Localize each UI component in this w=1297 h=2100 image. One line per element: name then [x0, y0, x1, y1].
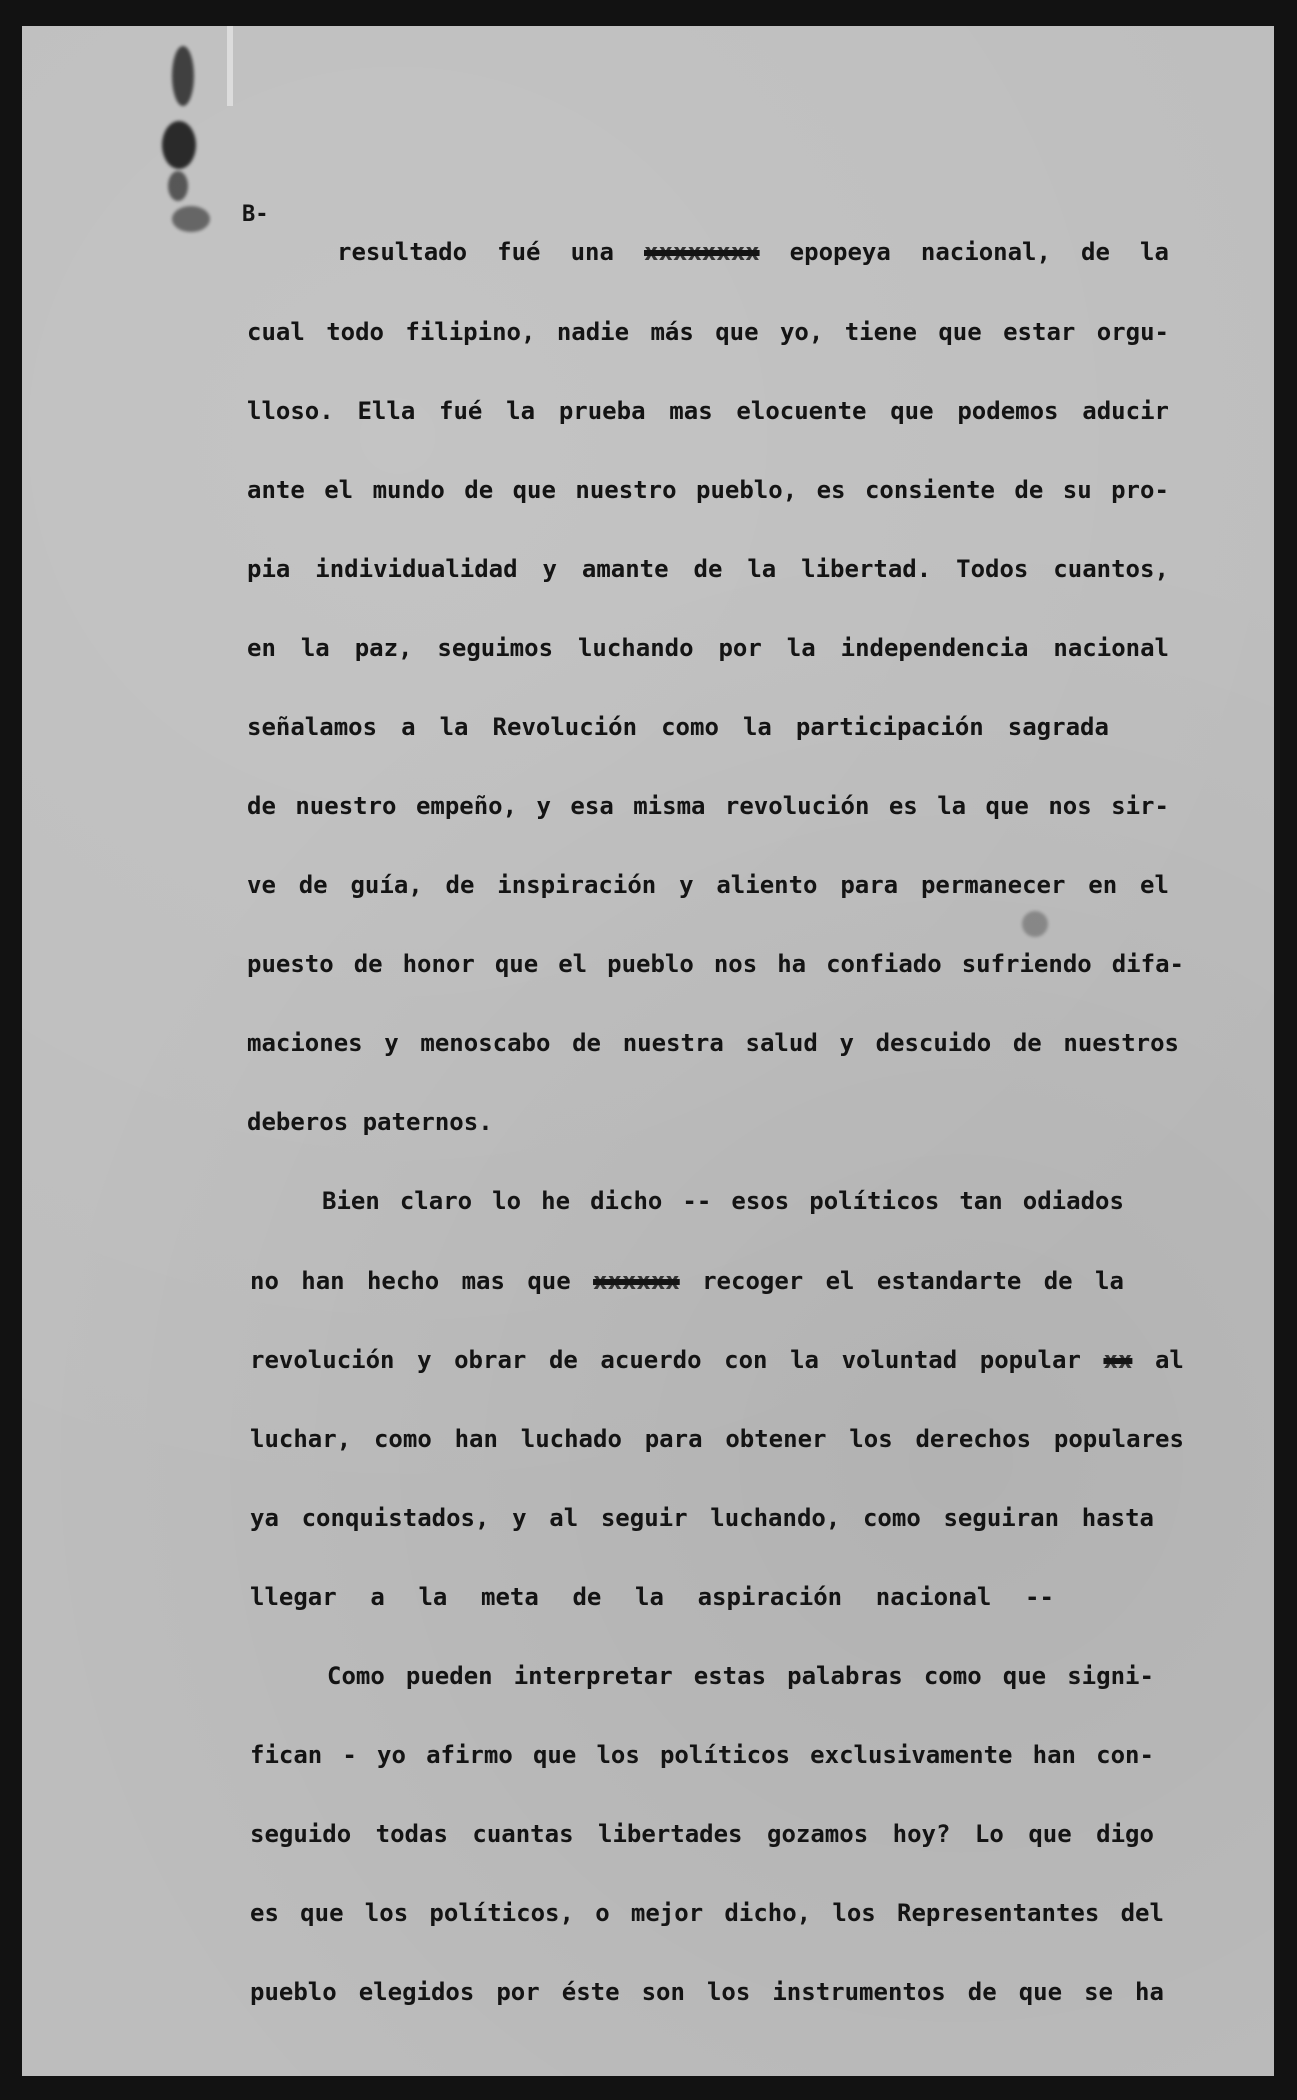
word: que: [1002, 1662, 1047, 1690]
word: nacional: [875, 1583, 992, 1611]
word: los: [849, 1425, 893, 1453]
word: de: [1012, 1029, 1042, 1057]
word: cuantas: [472, 1820, 574, 1848]
word: y: [417, 1346, 432, 1374]
struck-out-word: xxxxxxxx: [644, 238, 760, 266]
word: es: [250, 1899, 279, 1927]
line-content: [247, 871, 1169, 899]
word: digo: [1096, 1820, 1154, 1848]
word: libertades: [598, 1820, 743, 1848]
word: como: [373, 1425, 432, 1453]
word: sagrada: [1007, 713, 1109, 741]
word: o: [595, 1899, 610, 1927]
word: conquistados,: [301, 1504, 490, 1532]
word: luchando,: [710, 1504, 841, 1532]
word: que: [512, 476, 556, 504]
word: Revolución: [492, 713, 638, 741]
word: que: [300, 1899, 344, 1927]
word: de: [1014, 476, 1044, 504]
word: hoy?: [892, 1820, 951, 1848]
word: afirmo: [426, 1741, 513, 1769]
word: libertad.: [801, 555, 932, 583]
word: inspiración: [497, 871, 657, 899]
line-content: [247, 634, 1169, 662]
word: de: [572, 1583, 602, 1611]
word: orgu-: [1096, 318, 1169, 346]
word: yo: [377, 1741, 406, 1769]
word: y: [536, 792, 551, 820]
word: populares: [1053, 1425, 1184, 1453]
word: Ella: [357, 397, 416, 425]
word: a: [401, 713, 416, 741]
word: luchar,: [250, 1425, 352, 1453]
word: pueblo: [250, 1978, 337, 2006]
word: señalamos: [247, 713, 378, 741]
word: resultado: [337, 238, 468, 266]
word: de: [548, 1346, 578, 1374]
word: -: [342, 1741, 357, 1769]
line-content: [337, 238, 1169, 266]
word: tan: [959, 1187, 1003, 1215]
line-content: [250, 1346, 1184, 1374]
word: lloso.: [247, 397, 334, 425]
word: la: [418, 1583, 448, 1611]
word: obrar: [454, 1346, 527, 1374]
word: la: [300, 634, 330, 662]
typewritten-page: [22, 26, 1274, 2076]
word: cual: [247, 318, 305, 346]
word: el: [558, 950, 588, 978]
word: he: [541, 1187, 571, 1215]
word: independencia: [840, 634, 1029, 662]
torn-edge: [227, 26, 233, 106]
ink-stain: [172, 46, 194, 106]
smudge: [1022, 911, 1048, 937]
word: la: [439, 713, 469, 741]
word: el: [1140, 871, 1169, 899]
word: pro-: [1111, 476, 1169, 504]
word: es: [816, 476, 846, 504]
ink-stain: [162, 121, 196, 169]
word: Bien: [322, 1187, 380, 1215]
word: los: [364, 1899, 409, 1927]
word: nos: [1048, 792, 1092, 820]
word: éste: [561, 1978, 620, 2006]
line-content: [247, 555, 1169, 583]
word: mundo: [372, 476, 445, 504]
word: sir-: [1111, 792, 1169, 820]
line-content: [247, 476, 1169, 504]
word: cuantos,: [1053, 555, 1169, 583]
word: palabras: [787, 1662, 903, 1690]
word: una: [570, 238, 614, 266]
word: seguimos: [437, 634, 554, 662]
word: interpretar: [513, 1662, 673, 1690]
word: seguiran: [943, 1504, 1060, 1532]
word: honor: [402, 950, 475, 978]
word: recoger: [702, 1267, 804, 1295]
word: por: [718, 634, 762, 662]
word: guía,: [350, 871, 423, 899]
word: mas: [461, 1267, 505, 1295]
word: aspiración: [697, 1583, 843, 1611]
word: llegar: [250, 1583, 337, 1611]
word: que: [715, 318, 759, 346]
word: la: [1095, 1267, 1124, 1295]
line-content: [250, 1978, 1164, 2006]
word: revolución: [724, 792, 870, 820]
word: nuestro: [575, 476, 677, 504]
word: misma: [633, 792, 706, 820]
word: ve: [247, 871, 276, 899]
word: que: [985, 792, 1029, 820]
struck-out-word: xx: [1103, 1346, 1133, 1374]
word: han: [301, 1267, 345, 1295]
word: descuido: [875, 1029, 992, 1057]
line-content: [247, 950, 1184, 978]
word: luchando: [577, 634, 694, 662]
word: Lo: [974, 1820, 1004, 1848]
word: luchado: [520, 1425, 622, 1453]
word: nos: [713, 950, 758, 978]
word: al: [549, 1504, 579, 1532]
word: estandarte: [876, 1267, 1022, 1295]
word: y: [839, 1029, 854, 1057]
word: a: [370, 1583, 385, 1611]
word: y: [384, 1029, 399, 1057]
word: pueblo: [607, 950, 694, 978]
word: y: [512, 1504, 527, 1532]
word: de: [298, 871, 328, 899]
ink-stain: [172, 206, 210, 232]
word: la: [790, 1346, 819, 1374]
word: confiado: [826, 950, 942, 978]
word: los: [832, 1899, 876, 1927]
word: como: [923, 1662, 982, 1690]
word: en: [247, 634, 276, 662]
word: todo: [326, 318, 384, 346]
word: han: [1032, 1741, 1076, 1769]
word: la: [742, 713, 772, 741]
word: todas: [375, 1820, 448, 1848]
line-content: [247, 318, 1169, 346]
word: que: [938, 318, 982, 346]
word: la: [747, 555, 777, 583]
word: --: [682, 1187, 712, 1215]
word: pueden: [405, 1662, 493, 1690]
word: el: [324, 476, 354, 504]
word: elegidos: [358, 1978, 475, 2006]
word: políticos: [809, 1187, 940, 1215]
word: elocuente: [736, 397, 867, 425]
word: voluntad: [841, 1346, 958, 1374]
word: estas: [693, 1662, 767, 1690]
word: fué: [439, 397, 483, 425]
word: de: [967, 1978, 997, 2006]
word: hasta: [1081, 1504, 1154, 1532]
word: esa: [570, 792, 614, 820]
word: revolución: [250, 1346, 395, 1374]
word: son: [641, 1978, 685, 2006]
word: instrumentos: [772, 1978, 946, 2006]
word: filipino,: [405, 318, 536, 346]
word: podemos: [957, 397, 1059, 425]
word: que: [532, 1741, 577, 1769]
word: --: [1025, 1583, 1054, 1611]
line-content: [250, 1820, 1154, 1848]
word: nuestra: [622, 1029, 724, 1057]
word: más: [650, 318, 694, 346]
word: fué: [497, 238, 541, 266]
word: epopeya: [789, 238, 891, 266]
word: individualidad: [315, 555, 518, 583]
word: para: [644, 1425, 703, 1453]
line-content: [247, 713, 1109, 741]
word: derechos: [915, 1425, 1032, 1453]
word: odiados: [1022, 1187, 1124, 1215]
word: popular: [979, 1346, 1081, 1374]
word: permanecer: [920, 871, 1066, 899]
word: los: [596, 1741, 640, 1769]
word: se: [1084, 1978, 1114, 2006]
word: con-: [1096, 1741, 1154, 1769]
word: de: [445, 871, 475, 899]
word: maciones: [247, 1029, 363, 1057]
word: participación: [795, 713, 984, 741]
word: seguir: [600, 1504, 688, 1532]
word: dicho,: [724, 1899, 812, 1927]
struck-out-word: xxxxxx: [593, 1267, 680, 1295]
word: y: [542, 555, 557, 583]
word: con: [724, 1346, 768, 1374]
line-content: [327, 1662, 1154, 1690]
word: en: [1088, 871, 1118, 899]
word: exclusivamente: [810, 1741, 1013, 1769]
word: su: [1062, 476, 1092, 504]
word: amante: [581, 555, 669, 583]
word: meta: [481, 1583, 539, 1611]
word: fican: [250, 1741, 323, 1769]
word: la: [506, 397, 536, 425]
word: Como: [327, 1662, 385, 1690]
line-content: [250, 1504, 1154, 1532]
word: prueba: [558, 397, 646, 425]
word: gozamos: [767, 1820, 869, 1848]
word: de: [572, 1029, 602, 1057]
word: ya: [250, 1504, 279, 1532]
word: es: [888, 792, 918, 820]
word: consiente: [864, 476, 995, 504]
ink-stain: [168, 171, 188, 201]
word: nacional: [1053, 634, 1169, 662]
word: la: [1140, 238, 1169, 266]
word: tiene: [844, 318, 917, 346]
word: los: [706, 1978, 751, 2006]
word: esos: [731, 1187, 790, 1215]
word: que: [1018, 1978, 1063, 2006]
line-content: [250, 1425, 1184, 1453]
word: nadie: [556, 318, 630, 346]
word: no: [250, 1267, 279, 1295]
word: empeño,: [415, 792, 518, 820]
word: estar: [1003, 318, 1076, 346]
word: salud: [745, 1029, 818, 1057]
word: políticos: [659, 1741, 791, 1769]
word: sufriendo: [961, 950, 1092, 978]
line-content: [250, 1741, 1154, 1769]
word: la: [937, 792, 967, 820]
word: seguido: [250, 1820, 352, 1848]
line-content: [247, 1108, 493, 1136]
word: pueblo,: [696, 476, 798, 504]
word: ha: [777, 950, 807, 978]
word: de: [1081, 238, 1110, 266]
word: obtener: [725, 1425, 827, 1453]
word: al: [1154, 1346, 1184, 1374]
word: políticos,: [429, 1899, 574, 1927]
word: la: [786, 634, 816, 662]
word: para: [840, 871, 899, 899]
word: de: [464, 476, 494, 504]
word: claro: [399, 1187, 473, 1215]
word: menoscabo: [420, 1029, 551, 1057]
word: que: [494, 950, 539, 978]
word: de: [247, 792, 276, 820]
word: ha: [1135, 1978, 1164, 2006]
word: por: [496, 1978, 540, 2006]
line-content: [250, 1267, 1124, 1295]
word: aducir: [1082, 397, 1169, 425]
word: aliento: [716, 871, 818, 899]
word: que: [890, 397, 934, 425]
word: de: [1043, 1267, 1073, 1295]
line-content: [250, 1899, 1164, 1927]
line-content: [250, 1583, 1054, 1611]
word: lo: [492, 1187, 522, 1215]
word: paz,: [354, 634, 413, 662]
word: signi-: [1067, 1662, 1154, 1690]
word: ante: [247, 476, 305, 504]
word: Todos: [956, 555, 1029, 583]
word: dicho: [590, 1187, 663, 1215]
word: Representantes: [897, 1899, 1100, 1927]
line-content: [247, 792, 1169, 820]
word: hecho: [366, 1267, 440, 1295]
line-content: [247, 397, 1169, 425]
line-content: [322, 1187, 1124, 1215]
word: de: [353, 950, 383, 978]
word: difa-: [1111, 950, 1184, 978]
word: y: [679, 871, 694, 899]
word: del: [1120, 1899, 1164, 1927]
word: han: [454, 1425, 498, 1453]
word: puesto: [247, 950, 334, 978]
word: como: [661, 713, 719, 741]
word: nacional,: [920, 238, 1051, 266]
word: que: [527, 1267, 571, 1295]
word: que: [1028, 1820, 1072, 1848]
word: de: [693, 555, 723, 583]
word: como: [862, 1504, 921, 1532]
word: pia: [247, 555, 291, 583]
line-content: [247, 1029, 1179, 1057]
page-label: B-: [242, 202, 269, 227]
word-run: deberos paternos.: [247, 1108, 493, 1136]
word: yo,: [779, 318, 824, 346]
word: la: [635, 1583, 664, 1611]
word: nuestros: [1063, 1029, 1179, 1057]
word: mejor: [630, 1899, 704, 1927]
word: el: [825, 1267, 855, 1295]
word: mas: [669, 397, 713, 425]
word: nuestro: [295, 792, 397, 820]
word: acuerdo: [600, 1346, 702, 1374]
